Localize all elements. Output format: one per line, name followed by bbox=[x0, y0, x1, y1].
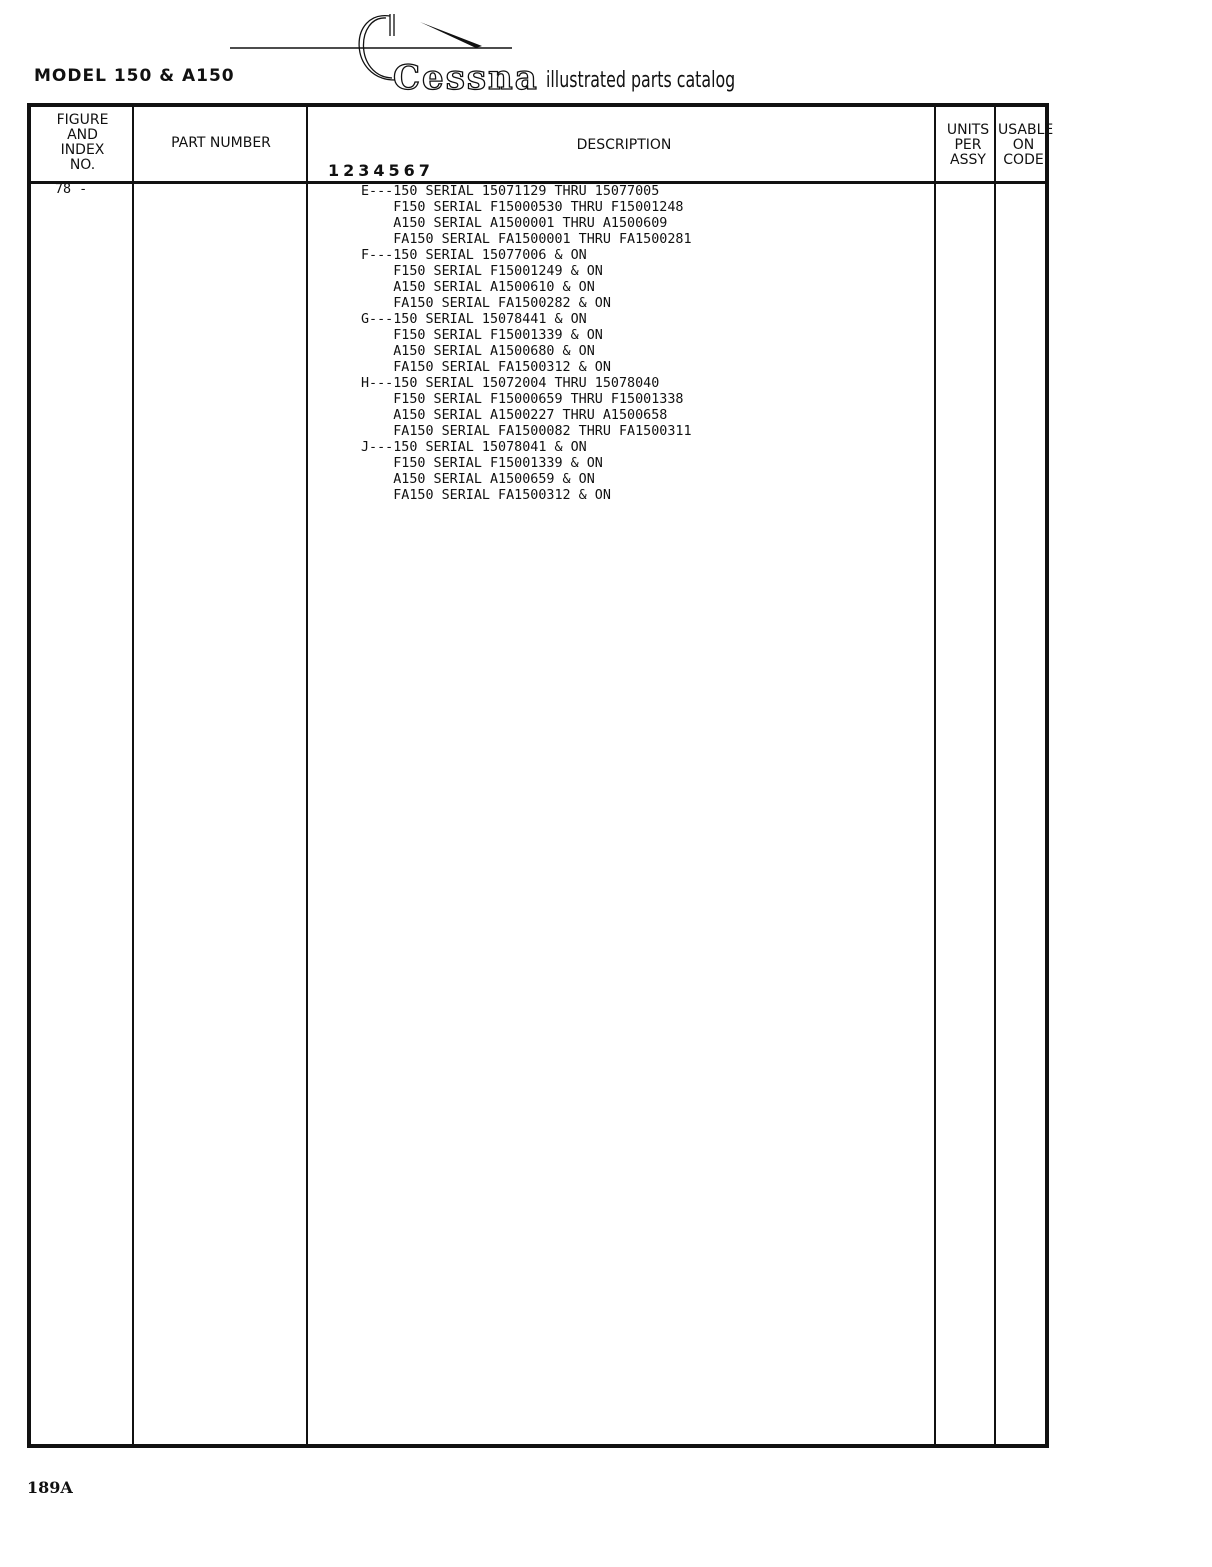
description-line: A150 SERIAL A1500680 & ON bbox=[361, 344, 595, 359]
description-line: G---150 SERIAL 15078441 & ON bbox=[361, 312, 587, 327]
description-line: A150 SERIAL A1500610 & ON bbox=[361, 280, 595, 295]
description-line: F150 SERIAL F15001339 & ON bbox=[361, 456, 603, 471]
description-line: F150 SERIAL F15001249 & ON bbox=[361, 264, 603, 279]
column-divider bbox=[306, 107, 308, 1444]
header-usable-line: USABLE bbox=[998, 122, 1054, 138]
description-line: FA150 SERIAL FA1500082 THRU FA1500311 bbox=[361, 424, 692, 439]
header-units-per-assy bbox=[938, 123, 998, 168]
logo-wordmark: Cessna bbox=[393, 58, 539, 98]
header-figure-line: NO. bbox=[69, 157, 96, 173]
header-units-line: UNITS bbox=[946, 122, 990, 138]
header-description: DESCRIPTION bbox=[576, 137, 672, 153]
header-units-line: PER bbox=[954, 137, 982, 153]
header-figure-line: AND bbox=[67, 127, 98, 143]
description-line: FA150 SERIAL FA1500001 THRU FA1500281 bbox=[361, 232, 692, 247]
figure-index-value: 78 - bbox=[55, 182, 88, 197]
column-divider bbox=[934, 107, 936, 1444]
description-line: FA150 SERIAL FA1500282 & ON bbox=[361, 296, 611, 311]
description-line: F150 SERIAL F15000530 THRU F15001248 bbox=[361, 200, 684, 215]
description-line: H---150 SERIAL 15072004 THRU 15078040 bbox=[361, 376, 660, 391]
cessna-logo bbox=[230, 8, 740, 98]
description-line: F150 SERIAL F15001339 & ON bbox=[361, 328, 603, 343]
page-number: 189A bbox=[27, 1478, 73, 1497]
column-divider bbox=[994, 107, 996, 1444]
model-title: MODEL 150 & A150 bbox=[34, 66, 235, 86]
header-part-number: PART NUMBER bbox=[171, 135, 271, 151]
column-divider bbox=[132, 107, 134, 1444]
parts-table bbox=[27, 103, 1054, 1448]
description-line: FA150 SERIAL FA1500312 & ON bbox=[361, 360, 611, 375]
description-line: F---150 SERIAL 15077006 & ON bbox=[361, 248, 587, 263]
description-line: A150 SERIAL A1500001 THRU A1500609 bbox=[361, 216, 668, 231]
indent-level-numbers: 1234567 bbox=[328, 161, 434, 180]
header-figure-line: INDEX bbox=[60, 142, 105, 158]
description-line: J---150 SERIAL 15078041 & ON bbox=[361, 440, 587, 455]
header-figure-index bbox=[31, 113, 134, 173]
catalog-tagline: illustrated parts catalog bbox=[546, 68, 736, 93]
header-usable-line: CODE bbox=[1003, 152, 1044, 168]
description-line: FA150 SERIAL FA1500312 & ON bbox=[361, 488, 611, 503]
description-line: A150 SERIAL A1500227 THRU A1500658 bbox=[361, 408, 668, 423]
header-units-line: ASSY bbox=[950, 152, 986, 168]
description-entries bbox=[361, 184, 692, 504]
description-line: A150 SERIAL A1500659 & ON bbox=[361, 472, 595, 487]
header-figure-line: FIGURE bbox=[56, 112, 109, 128]
description-line: E---150 SERIAL 15071129 THRU 15077005 bbox=[361, 184, 660, 199]
description-line: F150 SERIAL F15000659 THRU F15001338 bbox=[361, 392, 684, 407]
header-usable-on-code bbox=[998, 122, 1054, 168]
header-usable-line: ON bbox=[1012, 137, 1035, 153]
